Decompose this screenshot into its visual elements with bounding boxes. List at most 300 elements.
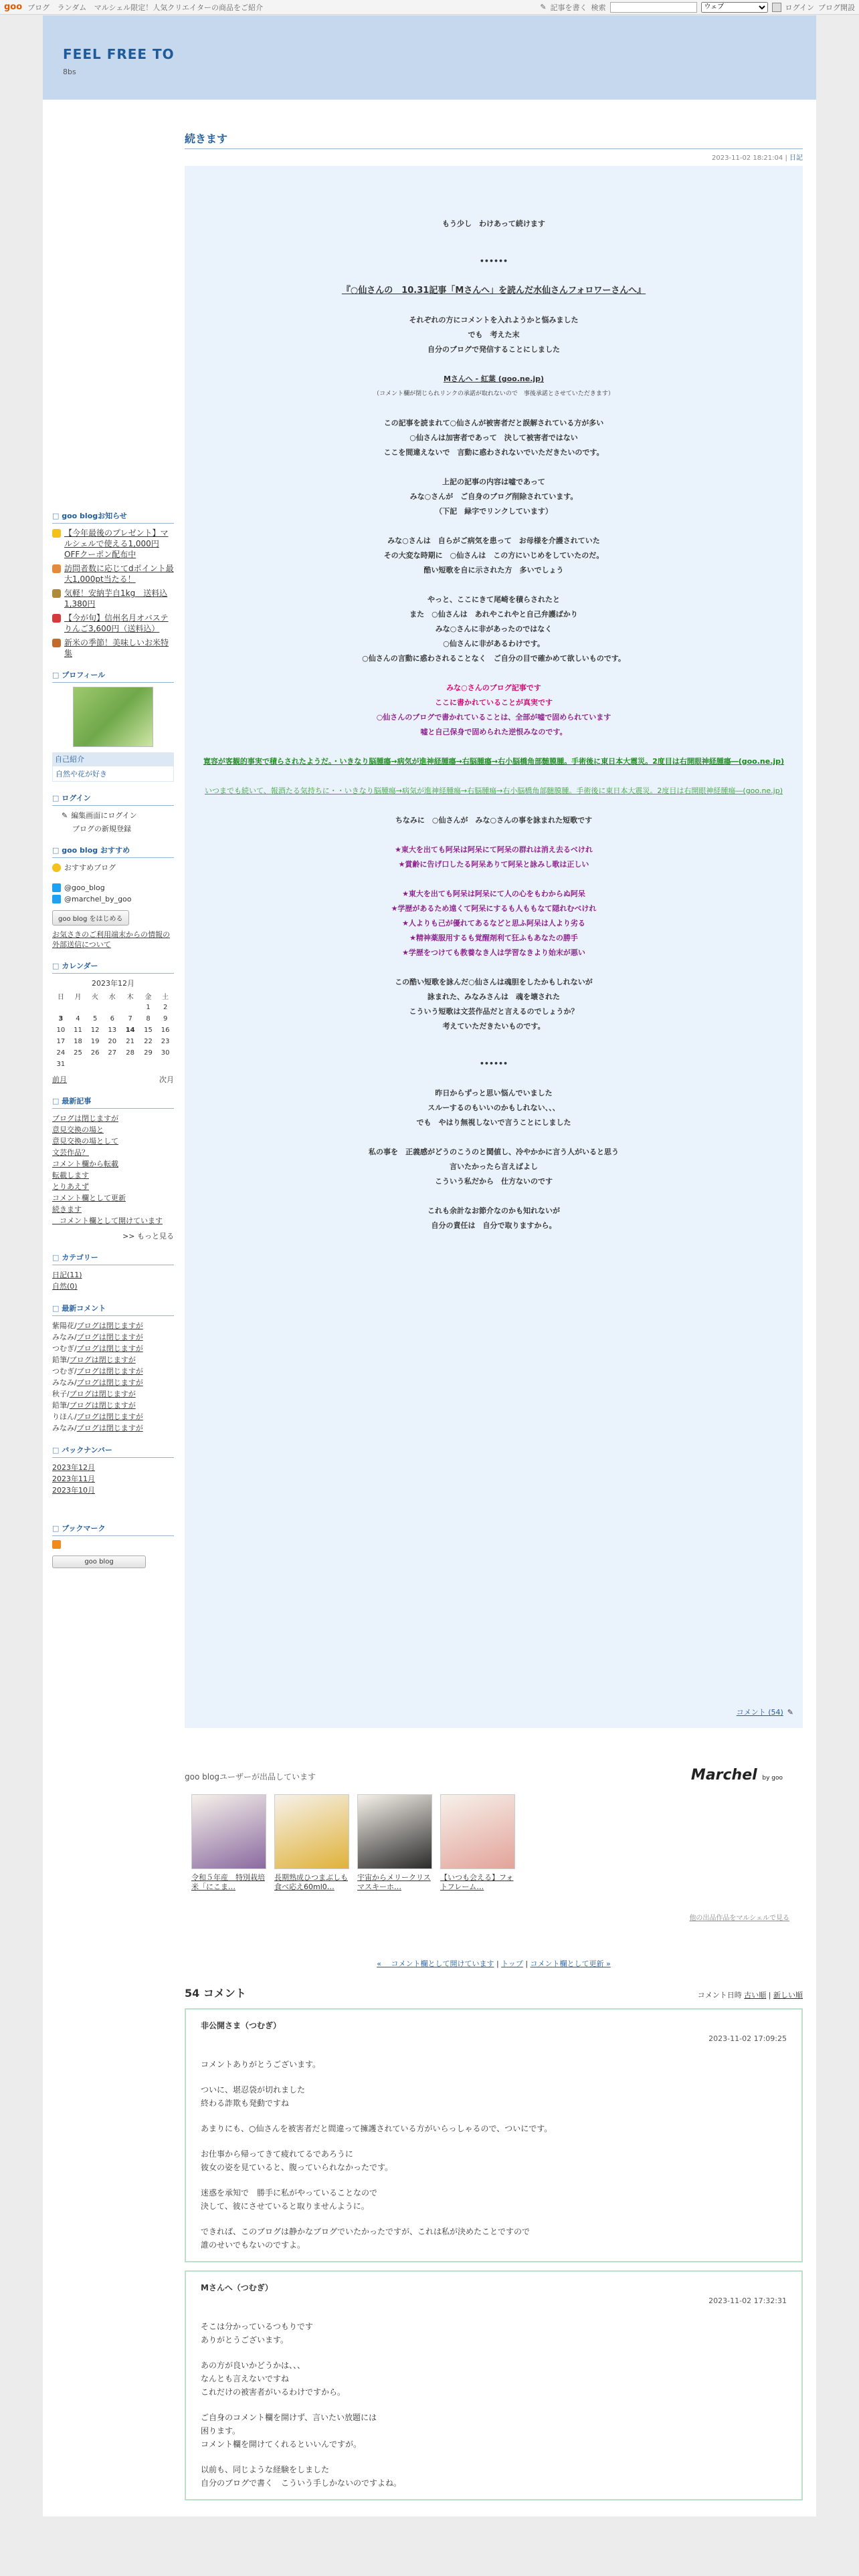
comment-line: 決して、彼にさせていると取りませんように。 xyxy=(201,2202,369,2211)
pencil-icon: ✎ xyxy=(62,811,68,820)
calendar-day: 14 xyxy=(125,1027,135,1034)
entry-spacer xyxy=(191,828,796,843)
recent-post-link[interactable]: コメント欄から転載 xyxy=(52,1160,118,1168)
recent-post-item xyxy=(52,1215,174,1226)
news-item xyxy=(52,563,174,584)
category-list xyxy=(52,1269,174,1292)
marchel-item[interactable] xyxy=(357,1794,432,1892)
top-link-marchel[interactable]: マルシェル限定！人気クリエイターの商品をご紹介 xyxy=(94,3,264,12)
calendar-day: 29 xyxy=(144,1049,153,1057)
entry-line: みな○さんが ご自身のブログ削除されています。 xyxy=(409,492,578,501)
comment-line: そこは分かっているつもりです xyxy=(201,2322,313,2331)
recent-comment-link[interactable]: ブログは閉じますが xyxy=(76,1321,143,1330)
entry-line: でも やはり無視しないで言うことにしました xyxy=(416,1118,571,1127)
login-link[interactable]: ログイン xyxy=(785,3,814,12)
pencil-icon: ✎ xyxy=(540,3,547,11)
marchel-item-image[interactable] xyxy=(274,1794,349,1869)
entry-line: 自分のブログで発信することにしました xyxy=(427,345,560,354)
calendar-weekday: 月 xyxy=(74,994,82,1001)
calendar-day: 1 xyxy=(146,1004,151,1011)
entry-line: ★精神薬服用するも覚醒剤利て狂ふもあなたの勝手 xyxy=(409,934,578,942)
main-content xyxy=(185,116,803,2500)
comment-line: ご自身のコメント欄を開けず、言いたい放題には xyxy=(201,2413,377,2422)
top-right-tools xyxy=(540,2,855,13)
marchel-item-caption[interactable]: 宇宙からメリークリスマスキーホ… xyxy=(357,1873,431,1891)
entry-date: 2023-11-02 18:21:04 xyxy=(712,154,783,162)
entry-line: 言いたかったら言えばよし xyxy=(450,1162,538,1171)
calendar-prev-link[interactable]: 前月 xyxy=(52,1075,67,1084)
entry-line: ★学歴をつけても教養なき人は学習なきより始末が悪い xyxy=(402,948,585,957)
comment-line: これだけの被害者がいるわけですから。 xyxy=(201,2387,346,2397)
new-register-link[interactable]: ブログの新規登録 xyxy=(72,825,131,833)
comment-line: あまりにも、○仙さんを被害者だと間違って擁護されている方がいらっしゃるので、ついにです。 xyxy=(201,2124,553,2133)
calendar-day: 16 xyxy=(161,1027,170,1034)
rss-row xyxy=(52,1540,174,1549)
sidebar xyxy=(52,510,174,1583)
comment-paragraph xyxy=(201,2186,787,2213)
comment-line: 以前も、同じような経験をしました xyxy=(201,2465,330,2474)
entry-line: これも余計なお節介なのかも知れないが xyxy=(427,1206,560,1215)
recent-comment-link[interactable]: ブログは閉じますが xyxy=(76,1412,143,1421)
recent-post-link[interactable]: 続きます xyxy=(52,1205,82,1214)
recent-posts-box xyxy=(52,1095,174,1241)
calendar-day: 25 xyxy=(74,1049,82,1057)
category-link[interactable]: 自然(0) xyxy=(52,1282,78,1291)
calendar-week xyxy=(52,1025,174,1036)
marchel-item[interactable] xyxy=(440,1794,515,1892)
recent-comment-item xyxy=(52,1422,174,1434)
profile-heading: □ プロフィール xyxy=(52,669,174,683)
entry-spacer xyxy=(191,519,796,534)
marchel-item-image[interactable] xyxy=(357,1794,432,1869)
comment-line: できれば、このブログは静かなブログでいたかったですが、これは私が決めたことですので xyxy=(201,2227,531,2236)
entry-line[interactable]: 寛容が客観的事実で積らされたようだ。・いきなり脳腫瘍→病気が進神経腫瘍→右脳腫瘍→右小脳橋角部髄膜腫。手術後に東日本大震災。2度目は右開眼神経腫瘍―(goo.ne.jp) xyxy=(203,757,785,766)
recent-comment-link[interactable]: ブログは閉じますが xyxy=(76,1378,143,1387)
write-post-link[interactable]: 記事を書く xyxy=(550,3,587,12)
entry-line[interactable]: いつまでも続いて、報酒たる気持ちに・・いきなり脳腫瘍→病気が進神経腫瘍→右脳腫瘍→右小脳橋角部髄膜腫。手術後に東日本大震災。2度目は右開眼神経腫瘍―(goo.ne.jp) xyxy=(204,786,783,795)
recent-comment-link[interactable]: ブログは閉じますが xyxy=(69,1401,136,1410)
backnumber-link[interactable]: 2023年12月 xyxy=(52,1463,95,1472)
news-item xyxy=(52,528,174,560)
bookmark-box xyxy=(52,1523,174,1572)
comment-sort-label: コメント日時 xyxy=(697,1991,742,2000)
marchel-item-image[interactable] xyxy=(191,1794,266,1869)
calendar-day: 7 xyxy=(128,1015,132,1023)
recent-comment-item xyxy=(52,1320,174,1331)
recent-post-item xyxy=(52,1158,174,1170)
entry-spacer xyxy=(191,769,796,784)
calendar-empty xyxy=(121,1002,140,1013)
twitter-link-goo[interactable]: @goo_blog xyxy=(64,883,105,892)
calendar-day: 17 xyxy=(56,1038,66,1045)
social-box xyxy=(52,883,174,950)
marchel-item-caption[interactable]: 長期熟成ひつまぶしも食べ応え60ml0… xyxy=(274,1873,348,1891)
marchel-logo-by: by goo xyxy=(762,1775,783,1782)
comment-timestamp: 2023-11-02 17:09:25 xyxy=(708,2034,787,2043)
comments-heading: 54 コメント xyxy=(185,1987,246,2000)
entry-line: ○仙さんのブログで書かれていることは、全部が嘘で固められています xyxy=(376,713,611,722)
entry-spacer xyxy=(191,269,796,284)
calendar-day: 5 xyxy=(92,1015,98,1023)
top-links xyxy=(27,2,268,13)
recent-comment-link[interactable]: ブログは閉じますが xyxy=(76,1367,143,1376)
new-register-row xyxy=(52,823,174,834)
category-item xyxy=(52,1269,174,1281)
search-scope-select[interactable] xyxy=(701,2,768,13)
entry-line: ○仙さんの言動に惑わされることなく ご自分の目で確かめて欲しいものです。 xyxy=(362,654,626,663)
entry-spacer xyxy=(191,357,796,372)
news-item xyxy=(52,588,174,609)
entry-line: みな○さんは 自らがご病気を患って お母様を介護されていた xyxy=(387,536,600,545)
entry-spacer xyxy=(191,1034,796,1057)
entry-line: その大変な時期に ○仙さんは この方にいじめをしていたのだ。 xyxy=(383,551,604,560)
news-link[interactable]: 新米の季節！美味しいお米特集 xyxy=(64,638,169,658)
recent-comment-author: 鉛筆/ xyxy=(52,1356,70,1364)
news-link[interactable]: 【今が旬】信州名月オバステりんご3,600円（送料込） xyxy=(64,613,169,633)
calendar-day: 22 xyxy=(144,1038,153,1045)
entry-spacer xyxy=(191,798,796,813)
recent-comment-link[interactable]: ブログは閉じますが xyxy=(76,1333,143,1341)
entry-line: また ○仙さんは あれやこれやと自己弁護ばかり xyxy=(409,610,578,619)
marchel-items xyxy=(185,1794,803,1892)
twitter-icon xyxy=(52,895,61,903)
comment-author: Mさんへ（つむぎ） xyxy=(201,2283,273,2292)
marchel-more-link[interactable]: 他の出品作品をマルシェルで見る xyxy=(689,1915,789,1922)
calendar-day: 11 xyxy=(74,1027,82,1034)
calendar-day: 21 xyxy=(126,1038,135,1045)
calendar-empty xyxy=(121,1059,140,1070)
recent-comments-list xyxy=(52,1320,174,1434)
entry-line: ちなみに ○仙さんが みな○さんの事を詠まれた短歌です xyxy=(395,816,593,825)
entry-line: （下記 緑字でリンクしています） xyxy=(435,507,553,516)
comment-list xyxy=(185,2008,803,2500)
recent-comment-author: みなみ/ xyxy=(52,1378,77,1387)
twitter-row-2 xyxy=(52,895,174,903)
recent-posts-heading: □ 最新記事 xyxy=(52,1095,174,1109)
entry-line: ★人よりも己が優れてあるなどと思ふ阿呆は人より劣る xyxy=(402,919,585,928)
recent-comment-link[interactable]: ブログは閉じますが xyxy=(69,1356,136,1364)
calendar-day: 23 xyxy=(161,1038,170,1045)
news-icon xyxy=(52,589,61,598)
entry-spacer xyxy=(191,298,796,313)
recent-post-item xyxy=(52,1147,174,1158)
comment-paragraph xyxy=(201,2122,787,2135)
entry-line: ここを間違えないで 言動に惑わされないでいただきたいのです。 xyxy=(383,448,604,457)
comment-sort: コメント日時 古い順 | 新しい順 xyxy=(697,1991,803,2000)
entry-line: みな○さんのブログ記事です xyxy=(446,683,541,692)
calendar-table xyxy=(52,978,174,1070)
backnumber-item xyxy=(52,1485,174,1496)
comment-line: ありがとうございます。 xyxy=(201,2335,289,2345)
recommend-row xyxy=(52,862,174,873)
entry-spacer xyxy=(191,1130,796,1145)
calendar-day: 15 xyxy=(144,1027,153,1034)
calendar-week xyxy=(52,1002,174,1013)
open-blog-link[interactable]: ブログ開設 xyxy=(818,3,855,12)
comment-author: 非公開さま（つむぎ） xyxy=(201,2021,282,2030)
entry-line: 嘘と自己保身で固められた逆恨みなのです。 xyxy=(420,728,567,736)
entry-line: ○仙さんに非があるわけです。 xyxy=(443,639,545,648)
comment-line: 彼女の姿を見ていると、腹っていられなかったです。 xyxy=(201,2163,393,2172)
entry-line: ★賞齢に告げ口したる阿呆ありて阿呆と詠みし歌は正しい xyxy=(398,860,589,869)
entry-line[interactable]: 『○仙さんの 10.31記事「Mさんへ」を読んだ水仙さんフォロワーさんへ』 xyxy=(341,286,646,296)
entry-spacer xyxy=(191,740,796,754)
calendar-day: 31 xyxy=(56,1061,66,1068)
comment-paragraph xyxy=(201,2083,787,2110)
comment-paragraph xyxy=(201,2320,787,2347)
news-heading: □ goo blogお知らせ xyxy=(52,510,174,524)
backnumber-link[interactable]: 2023年10月 xyxy=(52,1486,95,1495)
recent-comment-item xyxy=(52,1331,174,1343)
calendar-week xyxy=(52,1059,174,1070)
privacy-link[interactable]: お気さきのご利用端末からの情報の外部送信について xyxy=(52,930,170,949)
calendar-caption: 2023年12月 xyxy=(92,979,134,988)
comment-line: コメントありがとうございます。 xyxy=(201,2060,321,2069)
comment-line: ついに、堪忍袋が切れました xyxy=(201,2085,306,2095)
self-intro-text: 自然や花が好き xyxy=(52,766,174,782)
comment-line: 迷惑を承知で 勝手に私がやっていることなので xyxy=(201,2188,378,2197)
backnumber-link[interactable]: 2023年11月 xyxy=(52,1475,95,1483)
recent-comment-item xyxy=(52,1400,174,1411)
recent-post-link[interactable]: コメント欄として開けています xyxy=(52,1216,163,1225)
recent-comment-author: みなみ/ xyxy=(52,1333,77,1341)
entry-pager: « コメント欄として開けています | トップ | コメント欄として更新 » xyxy=(377,1959,611,1968)
twitter-row-1 xyxy=(52,883,174,892)
marchel-box xyxy=(185,1767,803,1931)
calendar-week xyxy=(52,1047,174,1059)
search-label: 検索 xyxy=(591,3,606,12)
recommend-box xyxy=(52,845,174,873)
rss-icon[interactable] xyxy=(52,1540,61,1549)
news-link[interactable]: 気軽！安納芋自1kg 送料込1,380円 xyxy=(64,588,168,609)
more-link[interactable]: >> もっと見る xyxy=(122,1232,174,1241)
entry-spacer xyxy=(191,578,796,593)
entry-spacer xyxy=(191,666,796,681)
news-icon xyxy=(52,529,61,538)
blog-header xyxy=(43,15,816,100)
calendar-empty xyxy=(86,1002,104,1013)
entry-title[interactable]: 続きます xyxy=(185,130,803,149)
recent-comment-item xyxy=(52,1377,174,1388)
profile-image[interactable] xyxy=(73,687,153,747)
entry-line: この記事を読まれて○仙さんが被害者だと誤解されている方が多い xyxy=(383,419,604,427)
entry-line: この酷い短歌を詠んだ○仙さんは魂胆をしたかもしれないが xyxy=(395,978,593,986)
calendar-empty xyxy=(70,1002,87,1013)
pencil-icon[interactable]: ✎ xyxy=(787,1708,793,1717)
calendar-day: 27 xyxy=(108,1049,117,1057)
top-link-blog[interactable]: ブログ xyxy=(27,3,50,12)
recent-comment-author: 鉛筆/ xyxy=(52,1401,70,1410)
entry-category-link[interactable]: 日記 xyxy=(789,154,803,162)
marchel-item[interactable] xyxy=(274,1794,349,1892)
calendar-weekday: 土 xyxy=(162,994,169,1001)
sort-old-link[interactable]: 古い順 xyxy=(744,1991,767,2000)
marchel-item-image[interactable] xyxy=(440,1794,515,1869)
login-edit-row xyxy=(52,810,174,821)
entry-line: 私の事を 正義感がどうのこうのと鬨値し、冷やかかに言う人がいると思う xyxy=(369,1148,619,1156)
marchel-item-caption[interactable]: 【いつも会える】フォトフレーム… xyxy=(440,1873,514,1891)
calendar-empty xyxy=(140,1059,157,1070)
calendar-box xyxy=(52,960,174,1085)
recent-post-link[interactable]: コメント欄として更新 xyxy=(52,1194,126,1202)
entry-spacer xyxy=(191,1071,796,1086)
calendar-day: 4 xyxy=(76,1015,80,1023)
recent-posts-list xyxy=(52,1113,174,1226)
top-link-random[interactable]: ランダム xyxy=(57,3,87,12)
calendar-day: 10 xyxy=(56,1027,66,1034)
recent-post-item xyxy=(52,1181,174,1192)
calendar-day: 19 xyxy=(90,1038,100,1045)
comment-line: 自分のブログで書く こういう手しかないのですよね。 xyxy=(201,2478,402,2488)
recent-post-link[interactable]: とりあえず xyxy=(52,1182,89,1191)
marchel-logo-text: Marchel xyxy=(690,1767,757,1784)
comment-paragraph xyxy=(201,2147,787,2174)
twitter-link-marchel[interactable]: @marchel_by_goo xyxy=(64,895,132,903)
recent-post-link[interactable]: 意見交換の場と xyxy=(52,1125,104,1134)
entry-line: 上記の記事の内容は嘘であって xyxy=(442,477,545,486)
blog-subtitle: 8bs xyxy=(63,68,76,76)
recent-post-link[interactable]: 転載します xyxy=(52,1171,89,1180)
comment-card xyxy=(185,2008,803,2262)
calendar-weekday: 木 xyxy=(126,994,134,1001)
entry-spacer xyxy=(191,1189,796,1204)
recent-post-link[interactable]: 文芸作品？ xyxy=(52,1148,89,1157)
comments-header xyxy=(185,1985,803,2000)
entry-line: ○仙さんは加害者であって 決して被害者ではない xyxy=(409,433,578,442)
category-link[interactable]: 日記(11) xyxy=(52,1271,82,1279)
marchel-item[interactable] xyxy=(191,1794,266,1892)
entry-line: みな○さんに非があったのではなく xyxy=(435,625,553,633)
recent-comment-link[interactable]: ブログは閉じますが xyxy=(69,1390,136,1398)
bulb-icon xyxy=(52,863,61,872)
recent-post-item xyxy=(52,1192,174,1204)
calendar-weekday: 金 xyxy=(145,994,152,1001)
entry-line: こういう私だから 仕方ないのです xyxy=(435,1177,553,1186)
recent-comment-author: りほん/ xyxy=(52,1412,77,1421)
recent-post-item xyxy=(52,1124,174,1136)
backnumber-list xyxy=(52,1462,174,1496)
comment-line: 誰のせいでもないのですよ。 xyxy=(201,2240,306,2250)
calendar-day: 8 xyxy=(146,1015,151,1023)
recent-comment-item xyxy=(52,1366,174,1377)
calendar-day: 20 xyxy=(108,1038,117,1045)
comment-line: お仕事から帰ってきて疲れてるであろうに xyxy=(201,2149,353,2159)
comment-line: 終わる詐欺も発動ですね xyxy=(201,2099,290,2108)
search-input[interactable] xyxy=(610,2,697,13)
backnumber-heading: □ バックナンバー xyxy=(52,1444,174,1458)
calendar-day: 9 xyxy=(163,1015,168,1023)
prev-entry-link[interactable]: « コメント欄として開けています xyxy=(377,1959,494,1968)
recent-comment-author: 秋子/ xyxy=(52,1390,70,1398)
entry-line: でも 考えた末 xyxy=(468,330,520,339)
entry-line: スルーするのもいいのかもしれない、、、 xyxy=(427,1103,560,1112)
recent-comment-item xyxy=(52,1411,174,1422)
recent-comments-heading: □ 最新コメント xyxy=(52,1303,174,1316)
calendar-weekday: 水 xyxy=(108,994,116,1001)
entry-spacer xyxy=(191,872,796,887)
goo-logo[interactable]: goo xyxy=(4,2,23,12)
entry-line: ★学歴があるため遠くて阿呆にするも人ももなて隠れむべけれ xyxy=(391,904,597,913)
recent-comment-author: つむぎ/ xyxy=(52,1367,77,1376)
comment-paragraph xyxy=(201,2359,787,2399)
entry-line: •••••• xyxy=(479,1059,508,1068)
next-entry-link[interactable]: コメント欄として更新 » xyxy=(530,1959,611,1968)
news-link[interactable]: 訪問者数に応じてdポイント最大1,000pt当たる！ xyxy=(64,564,174,584)
self-intro-label: 自己紹介 xyxy=(52,752,174,766)
calendar-day: 13 xyxy=(108,1027,117,1034)
recent-comment-link[interactable]: ブログは閉じますが xyxy=(76,1344,143,1353)
entry-body xyxy=(185,166,803,1728)
entry-spacer xyxy=(191,231,796,254)
calendar-empty xyxy=(52,1002,70,1013)
top-link[interactable]: トップ xyxy=(501,1959,523,1968)
start-goo-blog-button[interactable]: goo blog をはじめる xyxy=(52,910,129,926)
goo-blog-button[interactable]: goo blog xyxy=(52,1555,146,1568)
recent-comment-item xyxy=(52,1388,174,1400)
login-edit-link[interactable]: 編集画面にログイン xyxy=(71,811,137,820)
calendar-day: 18 xyxy=(74,1038,82,1045)
news-link[interactable]: 【今年最後のプレゼント】マルシェルで使える1,000円OFFクーポン配布中 xyxy=(64,528,169,559)
comment-line: コメント欄を開けてくれるといいんですが。 xyxy=(201,2440,362,2449)
entry-line: 自分の責任は 自分で取りますから。 xyxy=(431,1221,557,1230)
calendar-day: 28 xyxy=(126,1049,135,1057)
calendar-day: 26 xyxy=(90,1049,100,1057)
recent-comment-author: 紫陽花/ xyxy=(52,1321,77,1330)
comment-line: あの方が良いかどうかは、、、 xyxy=(201,2361,306,2370)
calendar-day: 12 xyxy=(90,1027,100,1034)
news-list xyxy=(52,528,174,659)
entry-spacer xyxy=(191,960,796,975)
goo-top-bar xyxy=(0,0,859,15)
calendar-empty xyxy=(157,1059,174,1070)
comment-paragraph xyxy=(201,2463,787,2490)
sort-new-link[interactable]: 新しい順 xyxy=(773,1991,803,2000)
entry-line: やっと、ここにきて尾崎を積らされたと xyxy=(427,595,560,604)
calendar-day: 2 xyxy=(163,1004,168,1011)
blog-title[interactable]: FEEL FREE TO xyxy=(63,46,175,62)
entry-line: 酷い短歌を自に示された方 多いでしょう xyxy=(423,566,564,574)
marchel-logo[interactable] xyxy=(691,1767,783,1784)
entry-footer xyxy=(737,1705,793,1720)
news-item xyxy=(52,637,174,659)
calendar-heading: □ カレンダー xyxy=(52,960,174,974)
entry-line: ★東大を出ても阿呆は阿呆にて阿呆の群れは消え去るべけれ xyxy=(395,845,593,854)
backnumber-box xyxy=(52,1444,174,1496)
comment-card xyxy=(185,2270,803,2500)
news-icon xyxy=(52,639,61,647)
entry-line: （コメント欄が閉じられリンクの承諾が取れないので 事後承諾とさせていただきます） xyxy=(373,391,614,397)
news-icon xyxy=(52,564,61,573)
calendar-next-label: 次月 xyxy=(159,1075,174,1084)
comment-count-link[interactable]: コメント (54) xyxy=(736,1708,783,1717)
recent-post-link[interactable]: ブログは閉じますが xyxy=(52,1114,118,1123)
search-button[interactable] xyxy=(772,3,781,12)
comment-paragraph xyxy=(201,2411,787,2451)
marchel-header: goo blogユーザーが出品しています xyxy=(185,1772,316,1782)
twitter-icon xyxy=(52,883,61,892)
news-box xyxy=(52,510,174,659)
marchel-item-caption[interactable]: 令和５年産 特別栽培米「にこま… xyxy=(191,1873,265,1891)
entry-line[interactable]: Mさんへ - 紅葉 (goo.ne.jp) xyxy=(443,374,545,383)
entry-line: もう少し わけあって続けます xyxy=(442,219,545,228)
calendar-weekday: 火 xyxy=(92,994,99,1001)
recommend-link[interactable]: おすすめブログ xyxy=(64,863,116,872)
calendar-day: 3 xyxy=(58,1015,64,1023)
recent-post-link[interactable]: 意見交換の場として xyxy=(52,1137,118,1146)
entry-line: •••••• xyxy=(479,257,508,265)
calendar-week xyxy=(52,1036,174,1047)
recent-comment-link[interactable]: ブログは閉じますが xyxy=(76,1424,143,1432)
